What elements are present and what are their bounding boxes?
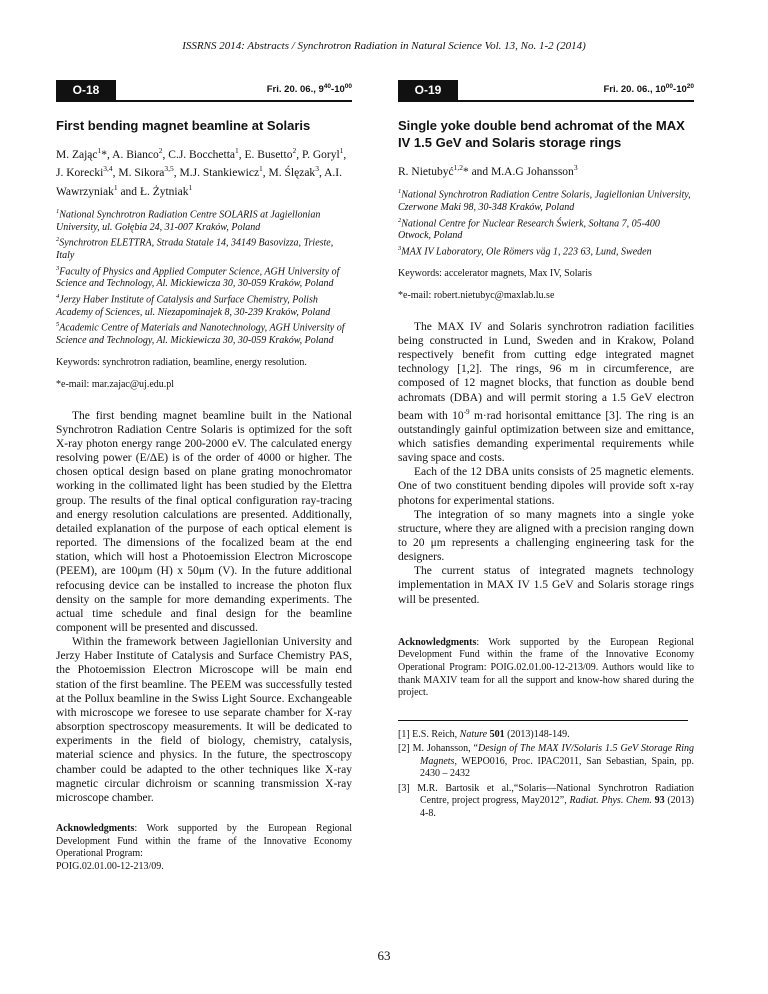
abstract-o19: [398, 80, 694, 822]
author-separator: ,: [343, 148, 347, 161]
keywords: Keywords: accelerator magnets, Max IV, Solaris: [398, 267, 592, 279]
author-affil-mark: 1,2: [453, 163, 463, 172]
author-affil-mark: 3: [315, 164, 319, 174]
affiliation-text: National Centre for Nuclear Research Świerk, Sołtana 7, 05-400 Otwock, Poland: [398, 217, 660, 242]
author-name: R. Nietubyć: [398, 165, 454, 178]
ref-journal: Design of The MAX IV/Solaris 1.5 GeV Storage Ring Magnets: [420, 743, 694, 767]
affiliation-number: 1: [56, 207, 60, 215]
affiliation: [56, 234, 352, 262]
author-affil-mark: 1: [188, 182, 193, 192]
affiliation: [398, 186, 694, 214]
author-separator: ,: [112, 167, 119, 180]
abstract-body: [398, 320, 694, 607]
author-affil-mark: 1: [235, 146, 239, 155]
session-bar: [56, 80, 352, 102]
abstract-body: [56, 409, 352, 805]
author-list: [398, 161, 694, 179]
author-separator: ,: [262, 167, 269, 180]
session-time: Fri. 20. 06., $9^{40}-10^{00}$: [266, 83, 352, 96]
author-name: J. Korecki: [56, 167, 104, 180]
abstract-title: Single yoke double bend achromat of the MAX IV 1.5 GeV and Solaris storage rings: [398, 118, 685, 150]
ack-label: Acknowledgments: [56, 823, 135, 834]
affiliation-number: 5: [56, 321, 60, 329]
affiliation: [56, 263, 352, 291]
affiliation: [398, 243, 694, 259]
keywords: Keywords: synchrotron radiation, beamline, energy resolution.: [56, 356, 307, 368]
reference-item: [398, 743, 694, 781]
ref-text: [3] M.R. Bartosik et al.,“Solaris—National Synchrotron Radiation Centre, project progress, May2012”,: [398, 782, 694, 807]
author-name: M. Zając: [56, 148, 98, 161]
ack-label: Acknowledgments: [398, 636, 477, 648]
affiliation-number: 4: [56, 292, 60, 300]
author-affil-mark: 1: [97, 146, 102, 155]
affiliation-number: 2: [56, 236, 60, 244]
session-time: Fri. 20. 06., $10^{00}-10^{20}$: [603, 83, 694, 96]
author-separator: *,: [101, 148, 113, 161]
author-affil-mark: 1: [113, 182, 118, 192]
ref-journal: Nature: [459, 728, 488, 740]
author-separator: * and: [462, 165, 492, 178]
affiliation-text: Academic Centre of Materials and Nanotechnology, AGH University of Science and Technology, Al. Mickiewicza 30, 30-059 Kraków, Poland: [56, 322, 345, 347]
affiliation-list: [398, 186, 694, 258]
affiliation-list: [56, 206, 352, 348]
affiliation: [56, 206, 352, 234]
affiliation-number: 1: [398, 188, 402, 196]
affiliation-text: Synchrotron ELETTRA, Strada Statale 14, 34149 Basovizza, Trieste, Italy: [56, 237, 334, 262]
affiliation: [56, 291, 352, 319]
author-affil-mark: 2: [158, 146, 163, 155]
abstract-title: First bending magnet beamline at Solaris: [56, 118, 311, 133]
references-divider: [398, 720, 688, 721]
author-name: A. Bianco: [112, 148, 159, 161]
affiliation-number: 3: [56, 264, 60, 272]
running-header: ISSRNS 2014: Abstracts / Synchrotron Radiation in Natural Science Vol. 13, No. 1-2 (2014): [182, 40, 586, 52]
reference-item: [398, 783, 694, 821]
contact-email: *e-mail: robert.nietubyc@maxlab.lu.se: [398, 289, 555, 301]
author-separator: and: [117, 185, 140, 198]
body-paragraph: The integration of so many magnets into a single yoke structure, where they are aligned with a precision ranging down to 20 μm represents a challenging engineering task for the designers.: [398, 508, 694, 564]
author-affil-mark: 1: [339, 146, 344, 155]
author-affil-mark: 2: [292, 146, 297, 155]
ref-volume: 501: [489, 728, 505, 740]
author-name: P. Goryl: [301, 148, 340, 161]
acknowledgments: Acknowledgments: Work supported by the European Regional Development Fund within the frame of the Innovative Economy Operational Program: POIG.02.01.00-12-213/09.: [56, 823, 352, 872]
ref-text: [1] E.S. Reich,: [398, 728, 460, 740]
author-name: M.J. Stankiewicz: [179, 167, 260, 180]
affiliation-text: National Synchrotron Radiation Centre Solaris, Jagiellonian University, Czerwone Maki 98, 30-348 Kraków, Poland: [398, 189, 691, 214]
session-code: O-19: [398, 80, 458, 100]
acknowledgments: Acknowledgments: Work supported by the European Regional Development Fund within the frame of the Innovative Economy Operational Program: POIG.02.01.00-12-213/09. Authors would like to thank MAXIV team for all the support and know-how shared during the project.: [398, 636, 694, 699]
author-name: C.J. Bocchetta: [168, 148, 236, 161]
body-paragraph: The first bending magnet beamline built in the National Synchrotron Radiation Centre Solaris is optimized for the soft X-ray photon energy range 200-2000 eV. The calculated energy resolving power (E/ΔE) is of the order of 4000 or higher. The chosen optical design based on plane grating monochromator working in the collimated light has been studied by the Elettra group. The results of the final optical configuration ray-tracing and energy resolution calculations are presented. Additionally, detailed explanation of the purpose of each optical element is reported. The dimensions of the focalized beam at the end station, which will host a Photoemission Electron Microscope (PEEM), are 100μm (H) x 50μm (V). In the future additional refocusing device can be installed to increase the photon flux density on the sample for more demanding experiments. The actual time schedule and final design for the beamline component will be presented and discussed.: [56, 409, 352, 634]
author-name: M. Ślęzak: [268, 167, 316, 180]
affiliation-text: Jerzy Haber Institute of Catalysis and Surface Chemistry, Polish Academy of Sciences, ul. Niezapominajek 8, 30-239 Kraków, Poland: [56, 294, 331, 318]
body-paragraph: Within the framework between Jagiellonian University and Jerzy Haber Institute of Catalysis and Surface Chemistry PAS, the Photoemission Electron Microscope will be main end station of the first beamline. The PEEM was successfully tested at the Pollux beamline in the Swiss Light Source. Exchangeable with microscope we foresee to use separate chamber for X-ray absorption spectroscopy measurements. It will be dedicated to experiments in the field of biology, chemistry, catalysis, material science and physics. In the future, the spectroscopy chamber could be adapted to the other techniques like X-ray magnetic circular dichroism or scanning transmission X-ray microscope chamber.: [56, 636, 352, 804]
author-name: Ł. Żytniak: [139, 185, 189, 198]
affiliation-text: Faculty of Physics and Applied Computer Science, AGH University of Science and Technology, Al. Mickiewicza 30, 30-059 Kraków, Poland: [56, 265, 340, 290]
author-list: [56, 144, 352, 199]
ref-text: , WEPO016, Proc. IPAC2011, San Sebastian, Spain, pp. 2430 – 2432: [420, 755, 694, 780]
reference-list: [398, 729, 694, 821]
ref-text: (2013)148-149.: [504, 728, 570, 740]
abstract-o18: [56, 80, 352, 873]
author-name: M.A.G Johansson: [491, 165, 574, 178]
body-paragraph: The current status of integrated magnets technology implementation in MAX IV 1.5 GeV and Solaris storage rings will be presented.: [398, 565, 694, 606]
affiliation-number: 3: [398, 244, 402, 252]
affiliation-text: National Synchrotron Radiation Centre SOLARIS at Jagiellonian University, ul. Gołębia 24, 31-007 Kraków, Poland: [56, 209, 321, 233]
affiliation: [398, 215, 694, 243]
ref-text: (2013) 4-8.: [420, 795, 694, 819]
reference-item: [398, 729, 694, 742]
page-number: 63: [377, 948, 391, 963]
ref-journal: Radiat. Phys. Chem.: [569, 795, 652, 807]
author-separator: ,: [162, 148, 169, 161]
contact-email: *e-mail: mar.zajac@uj.edu.pl: [56, 378, 175, 390]
author-separator: ,: [318, 167, 325, 180]
session-code: O-18: [56, 80, 116, 100]
author-separator: ,: [173, 167, 180, 180]
author-affil-mark: 3,4: [103, 164, 113, 174]
affiliation-number: 2: [398, 216, 402, 224]
affiliation-text: MAX IV Laboratory, Ole Römers väg 1, 223 63, Lund, Sweden: [401, 246, 652, 258]
author-separator: ,: [238, 148, 245, 161]
session-bar: [398, 80, 694, 102]
author-separator: ,: [296, 148, 302, 161]
author-name: M. Sikora: [118, 167, 165, 180]
author-affil-mark: 3,5: [164, 164, 174, 174]
author-affil-mark: 1: [259, 164, 263, 174]
author-name: E. Busetto: [244, 148, 293, 161]
author-name: A.I. Wawrzyniak: [56, 167, 342, 198]
ref-volume: 93: [654, 795, 665, 807]
body-paragraph: The MAX IV and Solaris synchrotron radiation facilities being constructed in Lund, Sweden and in Krakow, Poland respectively benefit from cutting edge integrated magnet technology [1,2]. The rings, 96 m in circumference, are composed of 12 magnet blocks, that function as double bend achromats (DBA) and will permit storing a 1.5 GeV electron beam with $10^{-9}$ m·rad horisontal emittance [3]. The ring is an outstandingly gainful optimization between size and emittance, which satisfies demanding experimental requirements while saving space and costs.: [398, 320, 694, 465]
author-affil-mark: 3: [573, 163, 578, 172]
affiliation: [56, 319, 352, 347]
body-paragraph: Each of the 12 DBA units consists of 25 magnetic elements. One of two constituent bending dipoles will provide soft x-ray photons for experimental stations.: [398, 466, 694, 507]
ref-text: [2] M. Johansson, “: [398, 743, 478, 755]
